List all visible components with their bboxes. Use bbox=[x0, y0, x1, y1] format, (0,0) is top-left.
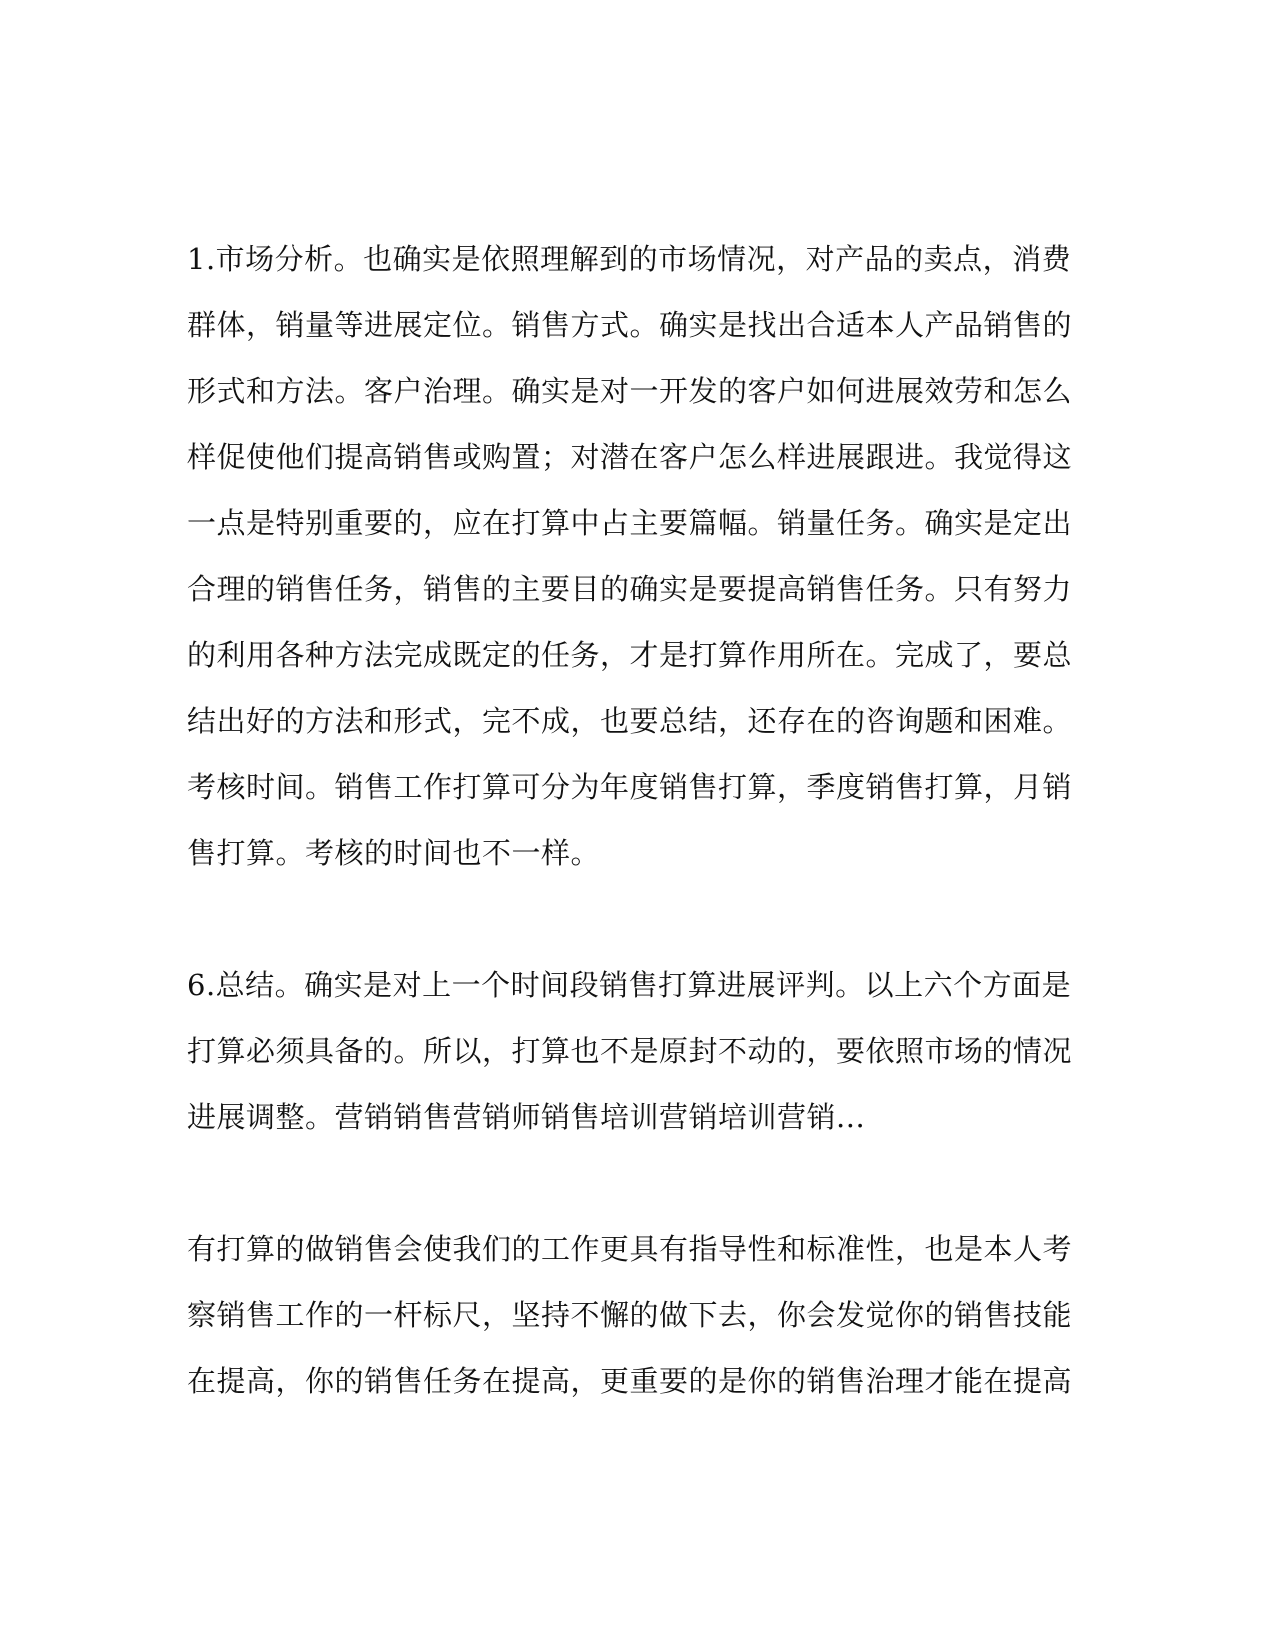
text-line: 售打算。考核的时间也不一样。 bbox=[187, 836, 601, 870]
text-line: 察销售工作的一杆标尺，坚持不懈的做下去，你会发觉你的销售技能 bbox=[187, 1298, 1073, 1332]
paragraph-gap bbox=[187, 1150, 1067, 1216]
text-line: 进展调整。营销销售营销师销售培训营销培训营销... bbox=[187, 1100, 866, 1134]
text-line: 6.总结。确实是对上一个时间段销售打算进展评判。以上六个方面是 bbox=[187, 968, 1072, 1002]
text-line: 一点是特别重要的，应在打算中占主要篇幅。销量任务。确实是定出 bbox=[187, 506, 1073, 540]
text-line: 的利用各种方法完成既定的任务，才是打算作用所在。完成了，要总 bbox=[187, 638, 1073, 672]
paragraph-summary bbox=[187, 952, 1073, 1150]
paragraph-conclusion bbox=[187, 1216, 1073, 1414]
text-line: 考核时间。销售工作打算可分为年度销售打算，季度销售打算，月销 bbox=[187, 770, 1073, 804]
text-line: 在提高，你的销售任务在提高，更重要的是你的销售治理才能在提高 bbox=[187, 1364, 1073, 1398]
text-line: 1.市场分析。也确实是依照理解到的市场情况，对产品的卖点，消费 bbox=[187, 242, 1072, 276]
text-line: 样促使他们提高销售或购置；对潜在客户怎么样进展跟进。我觉得这 bbox=[187, 440, 1073, 474]
text-line: 形式和方法。客户治理。确实是对一开发的客户如何进展效劳和怎么 bbox=[187, 374, 1073, 408]
text-line: 群体，销量等进展定位。销售方式。确实是找出合适本人产品销售的 bbox=[187, 308, 1073, 342]
paragraph-market-analysis bbox=[187, 226, 1073, 886]
text-line: 有打算的做销售会使我们的工作更具有指导性和标准性，也是本人考 bbox=[187, 1232, 1073, 1266]
text-line: 结出好的方法和形式，完不成，也要总结，还存在的咨询题和困难。 bbox=[187, 704, 1073, 738]
text-line: 合理的销售任务，销售的主要目的确实是要提高销售任务。只有努力 bbox=[187, 572, 1073, 606]
document-body bbox=[187, 226, 1073, 1414]
paragraph-gap bbox=[187, 886, 1067, 952]
text-line: 打算必须具备的。所以，打算也不是原封不动的，要依照市场的情况 bbox=[187, 1034, 1073, 1068]
